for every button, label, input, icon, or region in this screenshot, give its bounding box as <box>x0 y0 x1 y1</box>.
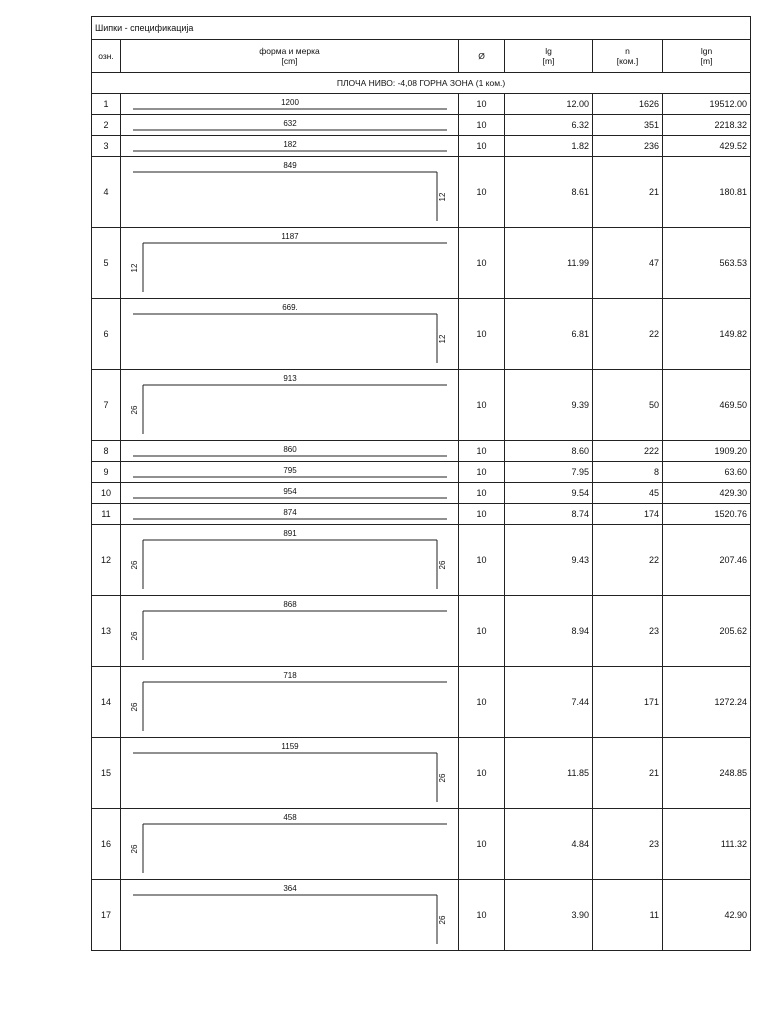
bar-shape-drawing <box>121 228 458 298</box>
row-lgn: 63.60 <box>663 462 751 483</box>
row-lgn: 111.32 <box>663 809 751 880</box>
row-lg: 6.32 <box>505 115 593 136</box>
bar-shape-drawing <box>121 115 458 135</box>
row-mark: 5 <box>92 228 121 299</box>
bar-shape-drawing <box>121 525 458 595</box>
row-lgn: 42.90 <box>663 880 751 951</box>
header-lgn-unit: [m] <box>700 56 713 66</box>
row-mark: 17 <box>92 880 121 951</box>
table-title: Шипки - спецификација <box>92 17 751 40</box>
bar-shape-drawing <box>121 483 458 503</box>
row-mark: 10 <box>92 483 121 504</box>
row-mark: 11 <box>92 504 121 525</box>
title-row <box>92 17 751 40</box>
row-lgn: 2218.32 <box>663 115 751 136</box>
row-n: 174 <box>593 504 663 525</box>
row-diameter: 10 <box>459 136 505 157</box>
row-lg: 11.99 <box>505 228 593 299</box>
row-lgn: 248.85 <box>663 738 751 809</box>
row-n: 351 <box>593 115 663 136</box>
row-n: 47 <box>593 228 663 299</box>
table-row <box>92 441 751 462</box>
table-row <box>92 462 751 483</box>
row-diameter: 10 <box>459 667 505 738</box>
row-n: 8 <box>593 462 663 483</box>
row-mark: 12 <box>92 525 121 596</box>
row-lg: 8.74 <box>505 504 593 525</box>
row-diameter: 10 <box>459 441 505 462</box>
row-diameter: 10 <box>459 525 505 596</box>
row-mark: 14 <box>92 667 121 738</box>
row-lg: 11.85 <box>505 738 593 809</box>
header-lg-unit: [m] <box>542 56 555 66</box>
row-lgn: 429.30 <box>663 483 751 504</box>
bar-length-label: 458 <box>283 813 297 822</box>
bar-shape-cell <box>121 596 459 667</box>
row-lgn: 1909.20 <box>663 441 751 462</box>
row-diameter: 10 <box>459 299 505 370</box>
row-mark: 16 <box>92 809 121 880</box>
row-diameter: 10 <box>459 504 505 525</box>
row-diameter: 10 <box>459 462 505 483</box>
row-n: 1626 <box>593 94 663 115</box>
row-lgn: 429.52 <box>663 136 751 157</box>
bar-length-label: 874 <box>283 508 297 517</box>
row-lgn: 1520.76 <box>663 504 751 525</box>
row-lgn: 1272.24 <box>663 667 751 738</box>
row-n: 22 <box>593 299 663 370</box>
bar-hook-left-label: 12 <box>130 263 139 273</box>
row-n: 21 <box>593 738 663 809</box>
row-diameter: 10 <box>459 157 505 228</box>
row-lgn: 207.46 <box>663 525 751 596</box>
row-lg: 7.95 <box>505 462 593 483</box>
row-n: 171 <box>593 667 663 738</box>
header-lg-label: lg <box>545 46 552 56</box>
bar-shape-drawing <box>121 809 458 879</box>
table-row <box>92 809 751 880</box>
bar-length-label: 632 <box>283 119 297 128</box>
row-lgn: 180.81 <box>663 157 751 228</box>
row-lg: 4.84 <box>505 809 593 880</box>
header-diameter-label: Ø <box>478 51 485 61</box>
bar-hook-left-label: 26 <box>130 702 139 712</box>
header-diameter <box>459 40 505 73</box>
header-lgn-label: lgn <box>700 46 713 56</box>
bar-shape-drawing <box>121 136 458 156</box>
row-mark: 8 <box>92 441 121 462</box>
row-diameter: 10 <box>459 115 505 136</box>
table-row <box>92 136 751 157</box>
row-mark: 6 <box>92 299 121 370</box>
bar-shape-drawing <box>121 880 458 950</box>
row-lg: 8.60 <box>505 441 593 462</box>
row-mark: 9 <box>92 462 121 483</box>
bar-hook-left-label: 26 <box>130 560 139 570</box>
bar-shape-drawing <box>121 299 458 369</box>
bar-length-label: 182 <box>283 140 297 149</box>
row-lgn: 149.82 <box>663 299 751 370</box>
bar-shape-drawing <box>121 667 458 737</box>
row-lgn: 19512.00 <box>663 94 751 115</box>
bar-shape-cell <box>121 94 459 115</box>
bar-length-label: 1159 <box>281 742 299 751</box>
row-mark: 1 <box>92 94 121 115</box>
bar-hook-right-label: 12 <box>438 334 447 344</box>
bar-shape-drawing <box>121 462 458 482</box>
bar-length-label: 860 <box>283 445 297 454</box>
row-lg: 3.90 <box>505 880 593 951</box>
bar-hook-left-label: 26 <box>130 405 139 415</box>
row-lgn: 205.62 <box>663 596 751 667</box>
bar-shape-drawing <box>121 441 458 461</box>
bar-shape-drawing <box>121 596 458 666</box>
row-lg: 6.81 <box>505 299 593 370</box>
row-n: 11 <box>593 880 663 951</box>
header-row <box>92 40 751 73</box>
bar-shape-drawing <box>121 94 458 114</box>
bar-hook-right-label: 26 <box>438 560 447 570</box>
row-mark: 7 <box>92 370 121 441</box>
row-lg: 8.94 <box>505 596 593 667</box>
table-row <box>92 504 751 525</box>
row-lgn: 563.53 <box>663 228 751 299</box>
header-shape-label: форма и мерка <box>259 46 320 56</box>
bar-length-label: 954 <box>283 487 297 496</box>
table-row <box>92 228 751 299</box>
bar-length-label: 849 <box>283 161 297 170</box>
table-row <box>92 483 751 504</box>
header-n-unit: [ком.] <box>616 56 639 66</box>
header-mark-label: озн. <box>98 51 114 61</box>
row-n: 50 <box>593 370 663 441</box>
bar-shape-cell <box>121 504 459 525</box>
bar-shape-cell <box>121 228 459 299</box>
bar-shape-drawing <box>121 738 458 808</box>
table-row <box>92 157 751 228</box>
bar-shape-cell <box>121 441 459 462</box>
row-diameter: 10 <box>459 880 505 951</box>
table-row <box>92 667 751 738</box>
row-n: 45 <box>593 483 663 504</box>
row-diameter: 10 <box>459 483 505 504</box>
row-lgn: 469.50 <box>663 370 751 441</box>
bar-shape-cell <box>121 525 459 596</box>
row-n: 23 <box>593 596 663 667</box>
bar-shape-cell <box>121 370 459 441</box>
header-n-label: n <box>625 46 630 56</box>
bar-shape-drawing <box>121 504 458 524</box>
bar-length-label: 913 <box>283 374 297 383</box>
bar-length-label: 868 <box>283 600 297 609</box>
row-diameter: 10 <box>459 596 505 667</box>
row-lg: 9.54 <box>505 483 593 504</box>
header-shape-unit: [cm] <box>281 56 298 66</box>
header-shape <box>121 40 459 73</box>
header-n <box>593 40 663 73</box>
bar-shape-cell <box>121 667 459 738</box>
bar-length-label: 1200 <box>281 98 299 107</box>
row-mark: 2 <box>92 115 121 136</box>
row-mark: 15 <box>92 738 121 809</box>
row-n: 22 <box>593 525 663 596</box>
bar-shape-cell <box>121 299 459 370</box>
section-title: ПЛОЧА НИВО: -4,08 ГОРНА ЗОНА (1 ком.) <box>92 73 751 94</box>
row-n: 21 <box>593 157 663 228</box>
rebar-specification-table <box>91 16 751 951</box>
bar-shape-cell <box>121 157 459 228</box>
bar-shape-drawing <box>121 157 458 227</box>
row-lg: 1.82 <box>505 136 593 157</box>
rebar-specification-sheet <box>91 16 750 951</box>
bar-shape-cell <box>121 136 459 157</box>
bar-shape-cell <box>121 115 459 136</box>
bar-shape-cell <box>121 809 459 880</box>
table-row <box>92 94 751 115</box>
row-n: 23 <box>593 809 663 880</box>
bar-length-label: 1187 <box>281 232 299 241</box>
bar-shape-cell <box>121 462 459 483</box>
bar-shape-cell <box>121 483 459 504</box>
row-n: 222 <box>593 441 663 462</box>
row-mark: 13 <box>92 596 121 667</box>
table-row <box>92 880 751 951</box>
bar-hook-left-label: 26 <box>130 631 139 641</box>
header-mark <box>92 40 121 73</box>
bar-length-label: 795 <box>283 466 297 475</box>
row-lg: 9.39 <box>505 370 593 441</box>
bar-length-label: 891 <box>283 529 297 538</box>
row-mark: 3 <box>92 136 121 157</box>
table-row <box>92 525 751 596</box>
bar-hook-left-label: 26 <box>130 844 139 854</box>
bar-shape-drawing <box>121 370 458 440</box>
row-diameter: 10 <box>459 228 505 299</box>
table-row <box>92 115 751 136</box>
row-diameter: 10 <box>459 370 505 441</box>
row-mark: 4 <box>92 157 121 228</box>
header-lg <box>505 40 593 73</box>
section-row <box>92 73 751 94</box>
table-row <box>92 596 751 667</box>
row-diameter: 10 <box>459 94 505 115</box>
row-diameter: 10 <box>459 809 505 880</box>
bar-shape-cell <box>121 738 459 809</box>
bar-length-label: 669. <box>282 303 298 312</box>
bar-length-label: 718 <box>283 671 297 680</box>
row-lg: 7.44 <box>505 667 593 738</box>
bar-hook-right-label: 26 <box>438 915 447 925</box>
table-row <box>92 370 751 441</box>
bar-hook-right-label: 12 <box>438 192 447 202</box>
bar-shape-cell <box>121 880 459 951</box>
row-lg: 9.43 <box>505 525 593 596</box>
row-lg: 12.00 <box>505 94 593 115</box>
table-row <box>92 299 751 370</box>
bar-hook-right-label: 26 <box>438 773 447 783</box>
row-n: 236 <box>593 136 663 157</box>
bar-length-label: 364 <box>283 884 297 893</box>
row-lg: 8.61 <box>505 157 593 228</box>
table-row <box>92 738 751 809</box>
row-diameter: 10 <box>459 738 505 809</box>
header-lgn <box>663 40 751 73</box>
